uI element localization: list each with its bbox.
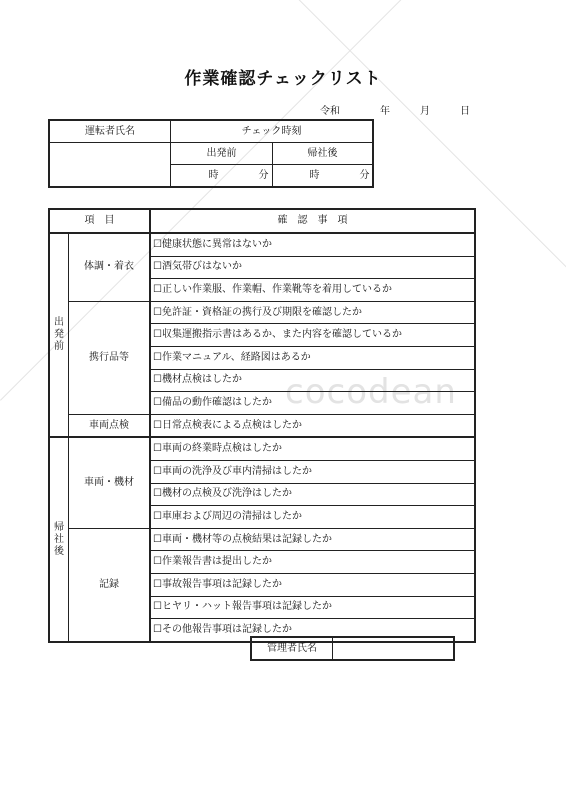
checkbox-icon[interactable]: ☐ — [153, 374, 162, 386]
check-item-text: 車庫および周辺の清掃はしたか — [161, 510, 302, 522]
group-label: 車両・機材 — [69, 437, 151, 528]
watermark-text: cocodean — [285, 372, 457, 412]
checklist-table — [48, 208, 476, 643]
section-label-char: 後 — [54, 545, 64, 557]
check-item — [150, 528, 475, 551]
check-item-text: 免許証・資格証の携行及び期限を確認したか — [161, 306, 362, 318]
check-item — [150, 437, 475, 460]
check-item — [150, 460, 475, 483]
checkbox-icon[interactable]: ☐ — [153, 465, 162, 477]
col-check-header: 確 認 事 項 — [150, 209, 475, 233]
checkbox-icon[interactable]: ☐ — [153, 306, 162, 318]
date-year: 年 — [380, 106, 390, 117]
check-item-text: 機材点検はしたか — [161, 374, 242, 386]
check-item — [150, 324, 475, 347]
hour-unit: 時 — [309, 169, 320, 181]
check-item — [150, 596, 475, 619]
section-label — [49, 233, 69, 437]
check-time-label: チェック時刻 — [171, 120, 374, 143]
check-item-text: 車両の終業時点検はしたか — [161, 443, 282, 455]
group-label: 携行品等 — [69, 301, 151, 414]
departure-label: 出発前 — [171, 143, 273, 165]
check-item-text: 車両・機材等の点検結果は記録したか — [161, 533, 332, 545]
checkbox-icon[interactable]: ☐ — [153, 329, 162, 341]
page-title: 作業確認チェックリスト — [184, 69, 382, 89]
check-item — [150, 506, 475, 529]
check-item-text: 酒気帯びはないか — [161, 261, 242, 273]
return-time-field[interactable] — [273, 165, 374, 188]
check-item-text: 収集運搬指示書はあるか、また内容を確認しているか — [161, 329, 402, 341]
check-item — [150, 233, 475, 256]
minute-unit: 分 — [359, 169, 370, 181]
checklist-row — [49, 528, 475, 551]
group-label: 車両点検 — [69, 414, 151, 437]
check-item-text: 車両の洗浄及び車内清掃はしたか — [161, 465, 312, 477]
check-item-text: 機材の点検及び洗浄はしたか — [161, 488, 292, 500]
checkbox-icon[interactable]: ☐ — [153, 261, 162, 273]
date-day: 日 — [460, 106, 470, 117]
check-item — [150, 483, 475, 506]
return-label: 帰社後 — [273, 143, 374, 165]
section-label-char: 帰 — [54, 521, 64, 533]
check-item — [150, 301, 475, 324]
group-label: 記録 — [69, 528, 151, 641]
hour-unit: 時 — [208, 169, 219, 181]
check-item — [150, 414, 475, 437]
check-item-text: 正しい作業服、作業帽、作業靴等を着用しているか — [161, 283, 392, 295]
checkbox-icon[interactable]: ☐ — [153, 601, 162, 613]
section-label-char: 出 — [54, 317, 64, 329]
checkbox-icon[interactable]: ☐ — [153, 443, 162, 455]
driver-name-field[interactable] — [49, 143, 171, 188]
section-label — [49, 437, 69, 641]
check-item — [150, 256, 475, 279]
departure-time-field[interactable] — [171, 165, 273, 188]
check-item — [150, 573, 475, 596]
check-item-text: 作業報告書は提出したか — [161, 556, 272, 568]
driver-name-label: 運転者氏名 — [49, 120, 171, 143]
checkbox-icon[interactable]: ☐ — [153, 238, 162, 250]
checkbox-icon[interactable]: ☐ — [153, 578, 162, 590]
checkbox-icon[interactable]: ☐ — [153, 510, 162, 522]
driver-time-table — [48, 119, 374, 188]
section-label-char: 社 — [54, 533, 64, 545]
section-label-char: 前 — [54, 341, 64, 353]
manager-name-field[interactable] — [333, 637, 455, 660]
check-item — [150, 392, 475, 415]
checkbox-icon[interactable]: ☐ — [153, 419, 162, 431]
checkbox-icon[interactable]: ☐ — [153, 396, 162, 408]
check-item-text: ヒヤリ・ハット報告事項は記録したか — [161, 601, 332, 613]
checkbox-icon[interactable]: ☐ — [153, 283, 162, 295]
check-item-text: 備品の動作確認はしたか — [161, 396, 272, 408]
check-item-text: 作業マニュアル、経路図はあるか — [161, 351, 311, 363]
section-label-char: 発 — [54, 329, 64, 341]
checklist-row — [49, 414, 475, 437]
manager-table — [250, 636, 455, 661]
minute-unit: 分 — [258, 169, 269, 181]
checklist-row — [49, 437, 475, 460]
checkbox-icon[interactable]: ☐ — [153, 556, 162, 568]
manager-name-label: 管理者氏名 — [251, 637, 333, 660]
checkbox-icon[interactable]: ☐ — [153, 533, 162, 545]
check-item-text: 健康状態に異常はないか — [161, 238, 272, 250]
date-era: 令和 — [320, 106, 340, 117]
check-item — [150, 551, 475, 574]
date-month: 月 — [420, 106, 430, 117]
check-item — [150, 346, 475, 369]
checklist-row — [49, 301, 475, 324]
col-item-header: 項 目 — [49, 209, 150, 233]
check-item-text: その他報告事項は記録したか — [161, 623, 292, 635]
checkbox-icon[interactable]: ☐ — [153, 488, 162, 500]
check-item-text: 日常点検表による点検はしたか — [161, 419, 302, 431]
check-item — [150, 279, 475, 302]
checkbox-icon[interactable]: ☐ — [153, 623, 162, 635]
checklist-header — [49, 209, 475, 233]
checkbox-icon[interactable]: ☐ — [153, 351, 162, 363]
check-item-text: 事故報告事項は記録したか — [161, 578, 282, 590]
checklist-row — [49, 233, 475, 256]
check-item — [150, 369, 475, 392]
group-label: 体調・着衣 — [69, 233, 151, 301]
